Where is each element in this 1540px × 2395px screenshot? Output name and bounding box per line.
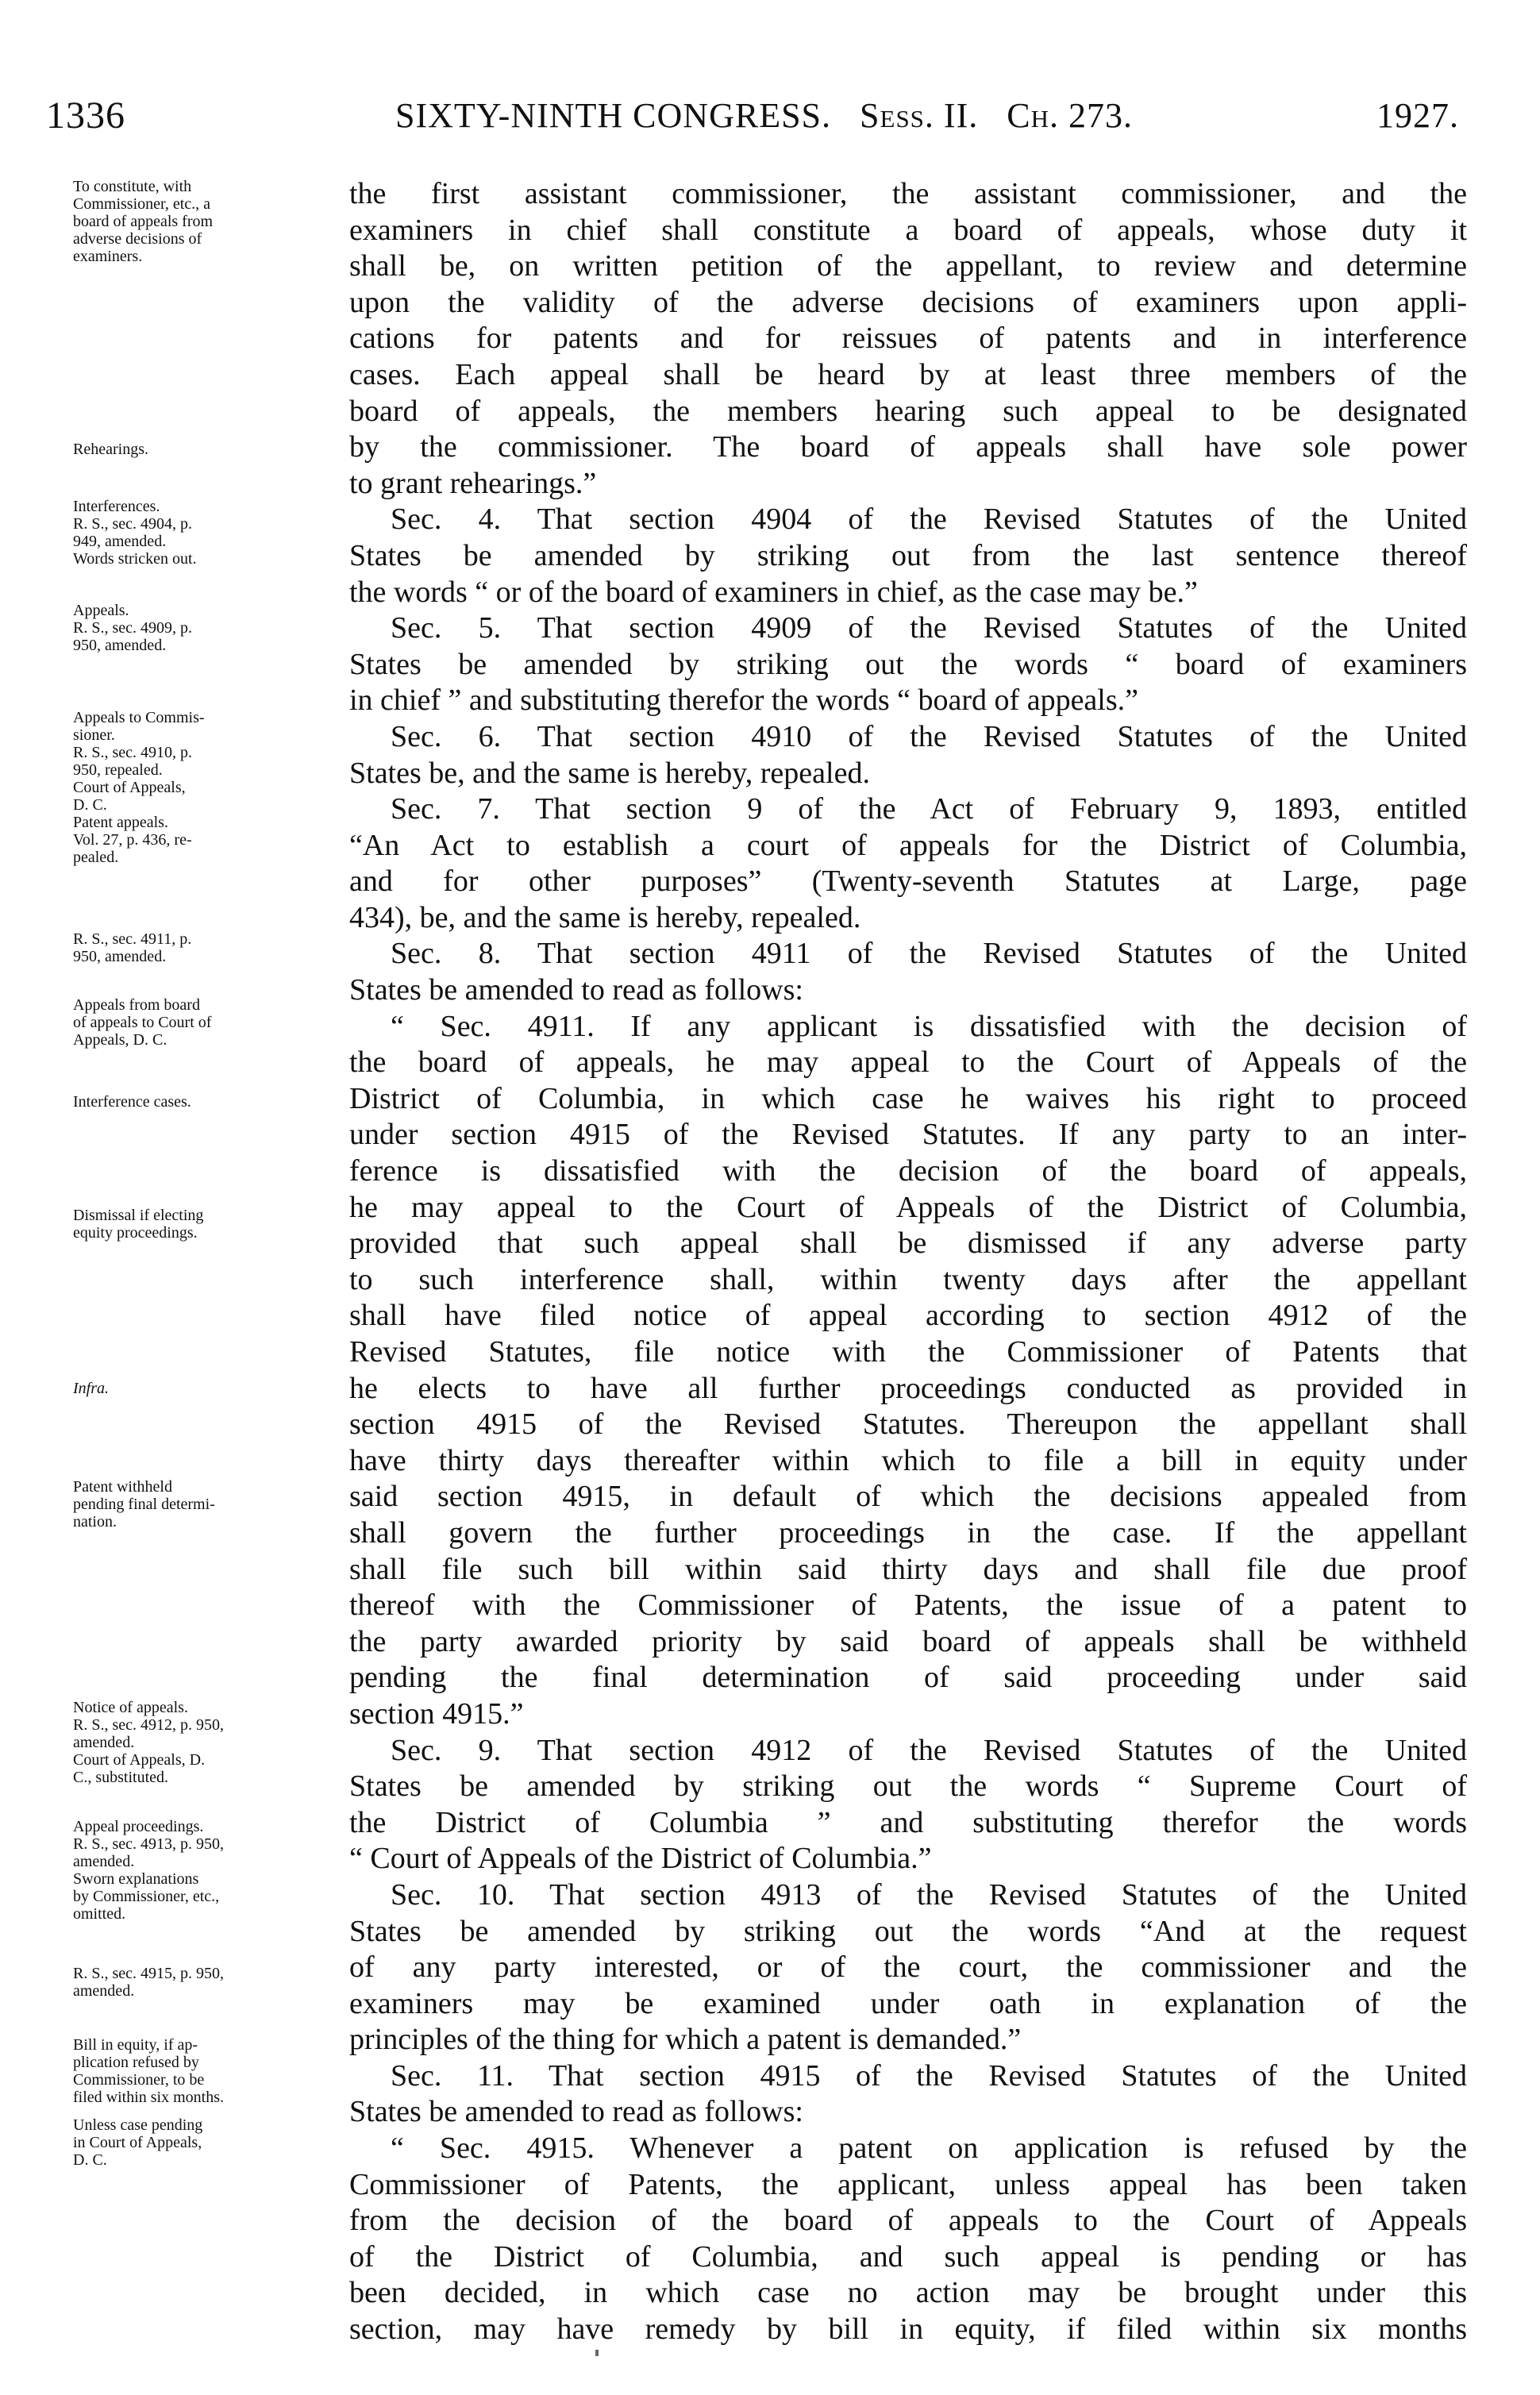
margin-note-line: Court of Appeals, D.: [73, 1751, 206, 1769]
margin-note-line: pending final determi-: [73, 1496, 215, 1513]
margin-note-line: Appeals, D. C.: [73, 1031, 167, 1049]
text-line: provided that such appeal shall be dismissed if any adverse party: [349, 1226, 1467, 1261]
text-line: ference is dissatisfied with the decision of the board of appeals,: [349, 1154, 1467, 1188]
running-head: [395, 95, 1133, 136]
margin-note-line: Dismissal if electing: [73, 1207, 204, 1224]
page-header: [46, 94, 1459, 141]
text-line: pending the final determination of said proceeding under said: [349, 1661, 1467, 1695]
text-line: Sec. 5. That section 4909 of the Revised Statutes of the United: [391, 611, 1467, 645]
text-line: in chief ” and substituting therefor the words “ board of appeals.”: [349, 683, 1139, 718]
margin-note-line: C., substituted.: [73, 1769, 169, 1786]
margin-note-line: Notice of appeals.: [73, 1699, 188, 1716]
margin-note: [73, 178, 329, 265]
margin-note-line: R. S., sec. 4910, p.: [73, 744, 192, 761]
text-line: board of appeals, the members hearing such appeal to be designated: [349, 394, 1467, 428]
year-label: 1927.: [1376, 96, 1459, 135]
margin-note-line: plication refused by: [73, 2054, 199, 2071]
margin-note: [73, 1380, 329, 1397]
margin-note-line: pealed.: [73, 849, 119, 866]
text-line: to such interference shall, within twenty days after the appellant: [349, 1262, 1467, 1296]
margin-note: [73, 2116, 329, 2169]
margin-note: [73, 1699, 329, 1786]
text-line: he elects to have all further proceedings conducted as provided in: [349, 1371, 1467, 1405]
margin-note-line: amended.: [73, 1982, 135, 2000]
margin-note-line: Court of Appeals,: [73, 779, 186, 796]
congress-title: SIXTY-NINTH CONGRESS.: [395, 96, 832, 135]
margin-note: [73, 996, 329, 1049]
text-line: he may appeal to the Court of Appeals of the District of Columbia,: [349, 1190, 1467, 1224]
margin-note-line: Rehearings.: [73, 441, 148, 458]
margin-note-line: board of appeals from: [73, 213, 214, 230]
margin-note-line: 950, repealed.: [73, 761, 163, 779]
margin-note-line: filed within six months.: [73, 2089, 224, 2106]
text-line: States be amended by striking out the words “ board of examiners: [349, 647, 1467, 681]
text-line: States be, and the same is hereby, repealed.: [349, 756, 870, 790]
text-line: under section 4915 of the Revised Statutes. If any party to an inter-: [349, 1118, 1467, 1152]
margin-note-line: 950, amended.: [73, 948, 167, 965]
page-number: 1336: [46, 94, 125, 137]
margin-note-line: 950, amended.: [73, 637, 167, 654]
margin-note-line: R. S., sec. 4912, p. 950,: [73, 1716, 224, 1734]
margin-note: [73, 441, 329, 458]
margin-note-line: sioner.: [73, 726, 115, 744]
margin-note-line: Vol. 27, p. 436, re-: [73, 831, 192, 849]
text-line: the party awarded priority by said board of appeals shall be withheld: [349, 1624, 1467, 1658]
text-line: States be amended to read as follows:: [349, 2095, 803, 2129]
text-line: principles of the thing for which a patent is demanded.”: [349, 2023, 1022, 2057]
text-line: Sec. 4. That section 4904 of the Revised Statutes of the United: [391, 502, 1467, 537]
margin-note-line: D. C.: [73, 796, 107, 814]
text-line: Sec. 8. That section 4911 of the Revised Statutes of the United: [391, 937, 1467, 971]
margin-note-line: Appeal proceedings.: [73, 1818, 204, 1835]
text-line: Revised Statutes, file notice with the Commissioner of Patents that: [349, 1335, 1467, 1369]
margin-note-line: R. S., sec. 4915, p. 950,: [73, 1965, 224, 1982]
margin-note-line: Unless case pending: [73, 2116, 203, 2134]
text-line: shall file such bill within said thirty days and shall file due proof: [349, 1552, 1467, 1586]
text-line: and for other purposes” (Twenty-seventh Statutes at Large, page: [349, 864, 1467, 899]
margin-note-line: equity proceedings.: [73, 1224, 198, 1242]
text-line: “ Sec. 4911. If any applicant is dissatisfied with the decision of: [391, 1009, 1467, 1043]
text-line: States be amended by striking out from the last sentence thereof: [349, 538, 1467, 572]
text-line: the first assistant commissioner, the assistant commissioner, and the: [349, 177, 1467, 210]
text-line: Commissioner of Patents, the applicant, unless appeal has been taken: [349, 2167, 1467, 2201]
margin-note-line: Appeals from board: [73, 996, 200, 1014]
text-line: section, may have remedy by bill in equity, if filed within six months: [349, 2312, 1467, 2347]
chapter-label: Ch. 273.: [1007, 96, 1133, 135]
margin-note-line: Patent withheld: [73, 1478, 172, 1496]
margin-note-line: Bill in equity, if ap-: [73, 2036, 198, 2054]
margin-note-line: Patent appeals.: [73, 814, 168, 831]
text-line: thereof with the Commissioner of Patents, the issue of a patent to: [349, 1588, 1467, 1623]
text-line: the board of appeals, he may appeal to the Court of Appeals of the: [349, 1045, 1467, 1080]
text-line: upon the validity of the adverse decisions of examiners upon appli-: [349, 285, 1467, 319]
margin-note-line: 949, amended.: [73, 533, 167, 550]
margin-note: [73, 1965, 329, 2000]
margin-note-line: adverse decisions of: [73, 230, 202, 248]
margin-note-line: of appeals to Court of: [73, 1014, 212, 1031]
text-line: Sec. 11. That section 4915 of the Revised Statutes of the United: [391, 2058, 1467, 2093]
margin-note-line: R. S., sec. 4913, p. 950,: [73, 1835, 224, 1853]
text-line: the words “ or of the board of examiners in chief, as the case may be.”: [349, 575, 1198, 609]
margin-note-line: nation.: [73, 1513, 117, 1531]
text-line: Sec. 10. That section 4913 of the Revised Statutes of the United: [391, 1877, 1467, 1912]
text-line: cations for patents and for reissues of patents and in interference: [349, 322, 1467, 356]
text-line: shall have filed notice of appeal according to section 4912 of the: [349, 1299, 1467, 1333]
text-line: of the District of Columbia, and such appeal is pending or has: [349, 2239, 1467, 2274]
text-line: States be amended by striking out the words “And at the request: [349, 1914, 1467, 1948]
text-line: “ Court of Appeals of the District of Columbia.”: [349, 1842, 932, 1876]
margin-note: [73, 1478, 329, 1531]
margin-note: [73, 1093, 329, 1111]
text-line: Sec. 7. That section 9 of the Act of February 9, 1893, entitled: [391, 792, 1467, 826]
text-line: Sec. 6. That section 4910 of the Revised Statutes of the United: [391, 719, 1467, 753]
text-line: the District of Columbia ” and substituting therefor the words: [349, 1805, 1467, 1839]
text-line: section 4915 of the Revised Statutes. Thereupon the appellant shall: [349, 1407, 1467, 1442]
text-line: examiners may be examined under oath in explanation of the: [349, 1986, 1467, 2020]
text-line: 434), be, and the same is hereby, repealed.: [349, 900, 861, 934]
margin-note-line: Sworn explanations: [73, 1870, 199, 1888]
margin-note-line: Appeals to Commis-: [73, 709, 205, 726]
margin-note-line: D. C.: [73, 2151, 107, 2169]
margin-note-line: R. S., sec. 4911, p.: [73, 930, 192, 948]
margin-note-line: Interference cases.: [73, 1093, 191, 1111]
margin-note: [73, 2036, 329, 2106]
text-line: have thirty days thereafter within which to file a bill in equity under: [349, 1443, 1467, 1477]
margin-note-line: by Commissioner, etc.,: [73, 1888, 220, 1905]
statute-text: [349, 176, 1467, 2348]
margin-note-line: Interferences.: [73, 498, 160, 515]
margin-note-line: Infra.: [73, 1380, 109, 1397]
text-line: section 4915.”: [349, 1696, 524, 1731]
margin-note: [73, 602, 329, 654]
margin-note: [73, 1818, 329, 1923]
margin-note-line: Appeals.: [73, 602, 129, 619]
text-line: examiners in chief shall constitute a board of appeals, whose duty it: [349, 213, 1467, 247]
text-line: of any party interested, or of the court, the commissioner and the: [349, 1950, 1467, 1985]
text-line: District of Columbia, in which case he waives his right to proceed: [349, 1081, 1467, 1115]
margin-note-line: examiners.: [73, 248, 143, 265]
text-line: States be amended by striking out the words “ Supreme Court of: [349, 1769, 1467, 1804]
text-line: been decided, in which case no action may be brought under this: [349, 2276, 1467, 2310]
center-mark: [595, 2350, 599, 2356]
session-label: Sess. II.: [860, 96, 979, 135]
margin-note-line: amended.: [73, 1853, 135, 1870]
margin-note-line: omitted.: [73, 1905, 126, 1923]
margin-note-line: Words stricken out.: [73, 550, 197, 568]
margin-note-line: Commissioner, to be: [73, 2071, 205, 2089]
margin-note: [73, 930, 329, 965]
margin-note-line: To constitute, with: [73, 178, 192, 195]
margin-note-line: Commissioner, etc., a: [73, 195, 211, 213]
text-line: to grant rehearings.”: [349, 466, 597, 500]
text-line: “An Act to establish a court of appeals for the District of Columbia,: [349, 828, 1467, 862]
text-line: shall be, on written petition of the appellant, to review and determine: [349, 249, 1467, 283]
text-line: “ Sec. 4915. Whenever a patent on application is refused by the: [391, 2131, 1467, 2166]
margin-note: [73, 498, 329, 568]
text-line: by the commissioner. The board of appeals shall have sole power: [349, 430, 1467, 464]
margin-note: [73, 709, 329, 866]
margin-note: [73, 1207, 329, 1242]
margin-note-line: R. S., sec. 4909, p.: [73, 619, 192, 637]
margin-note-line: in Court of Appeals,: [73, 2134, 202, 2151]
text-line: cases. Each appeal shall be heard by at least three members of the: [349, 357, 1467, 391]
text-line: shall govern the further proceedings in the case. If the appellant: [349, 1515, 1467, 1550]
text-line: Sec. 9. That section 4912 of the Revised Statutes of the United: [391, 1733, 1467, 1767]
margin-note-line: R. S., sec. 4904, p.: [73, 515, 192, 533]
text-line: States be amended to read as follows:: [349, 973, 803, 1007]
text-line: from the decision of the board of appeals to the Court of Appeals: [349, 2204, 1467, 2238]
margin-note-line: amended.: [73, 1734, 135, 1751]
text-line: said section 4915, in default of which the decisions appealed from: [349, 1480, 1467, 1514]
